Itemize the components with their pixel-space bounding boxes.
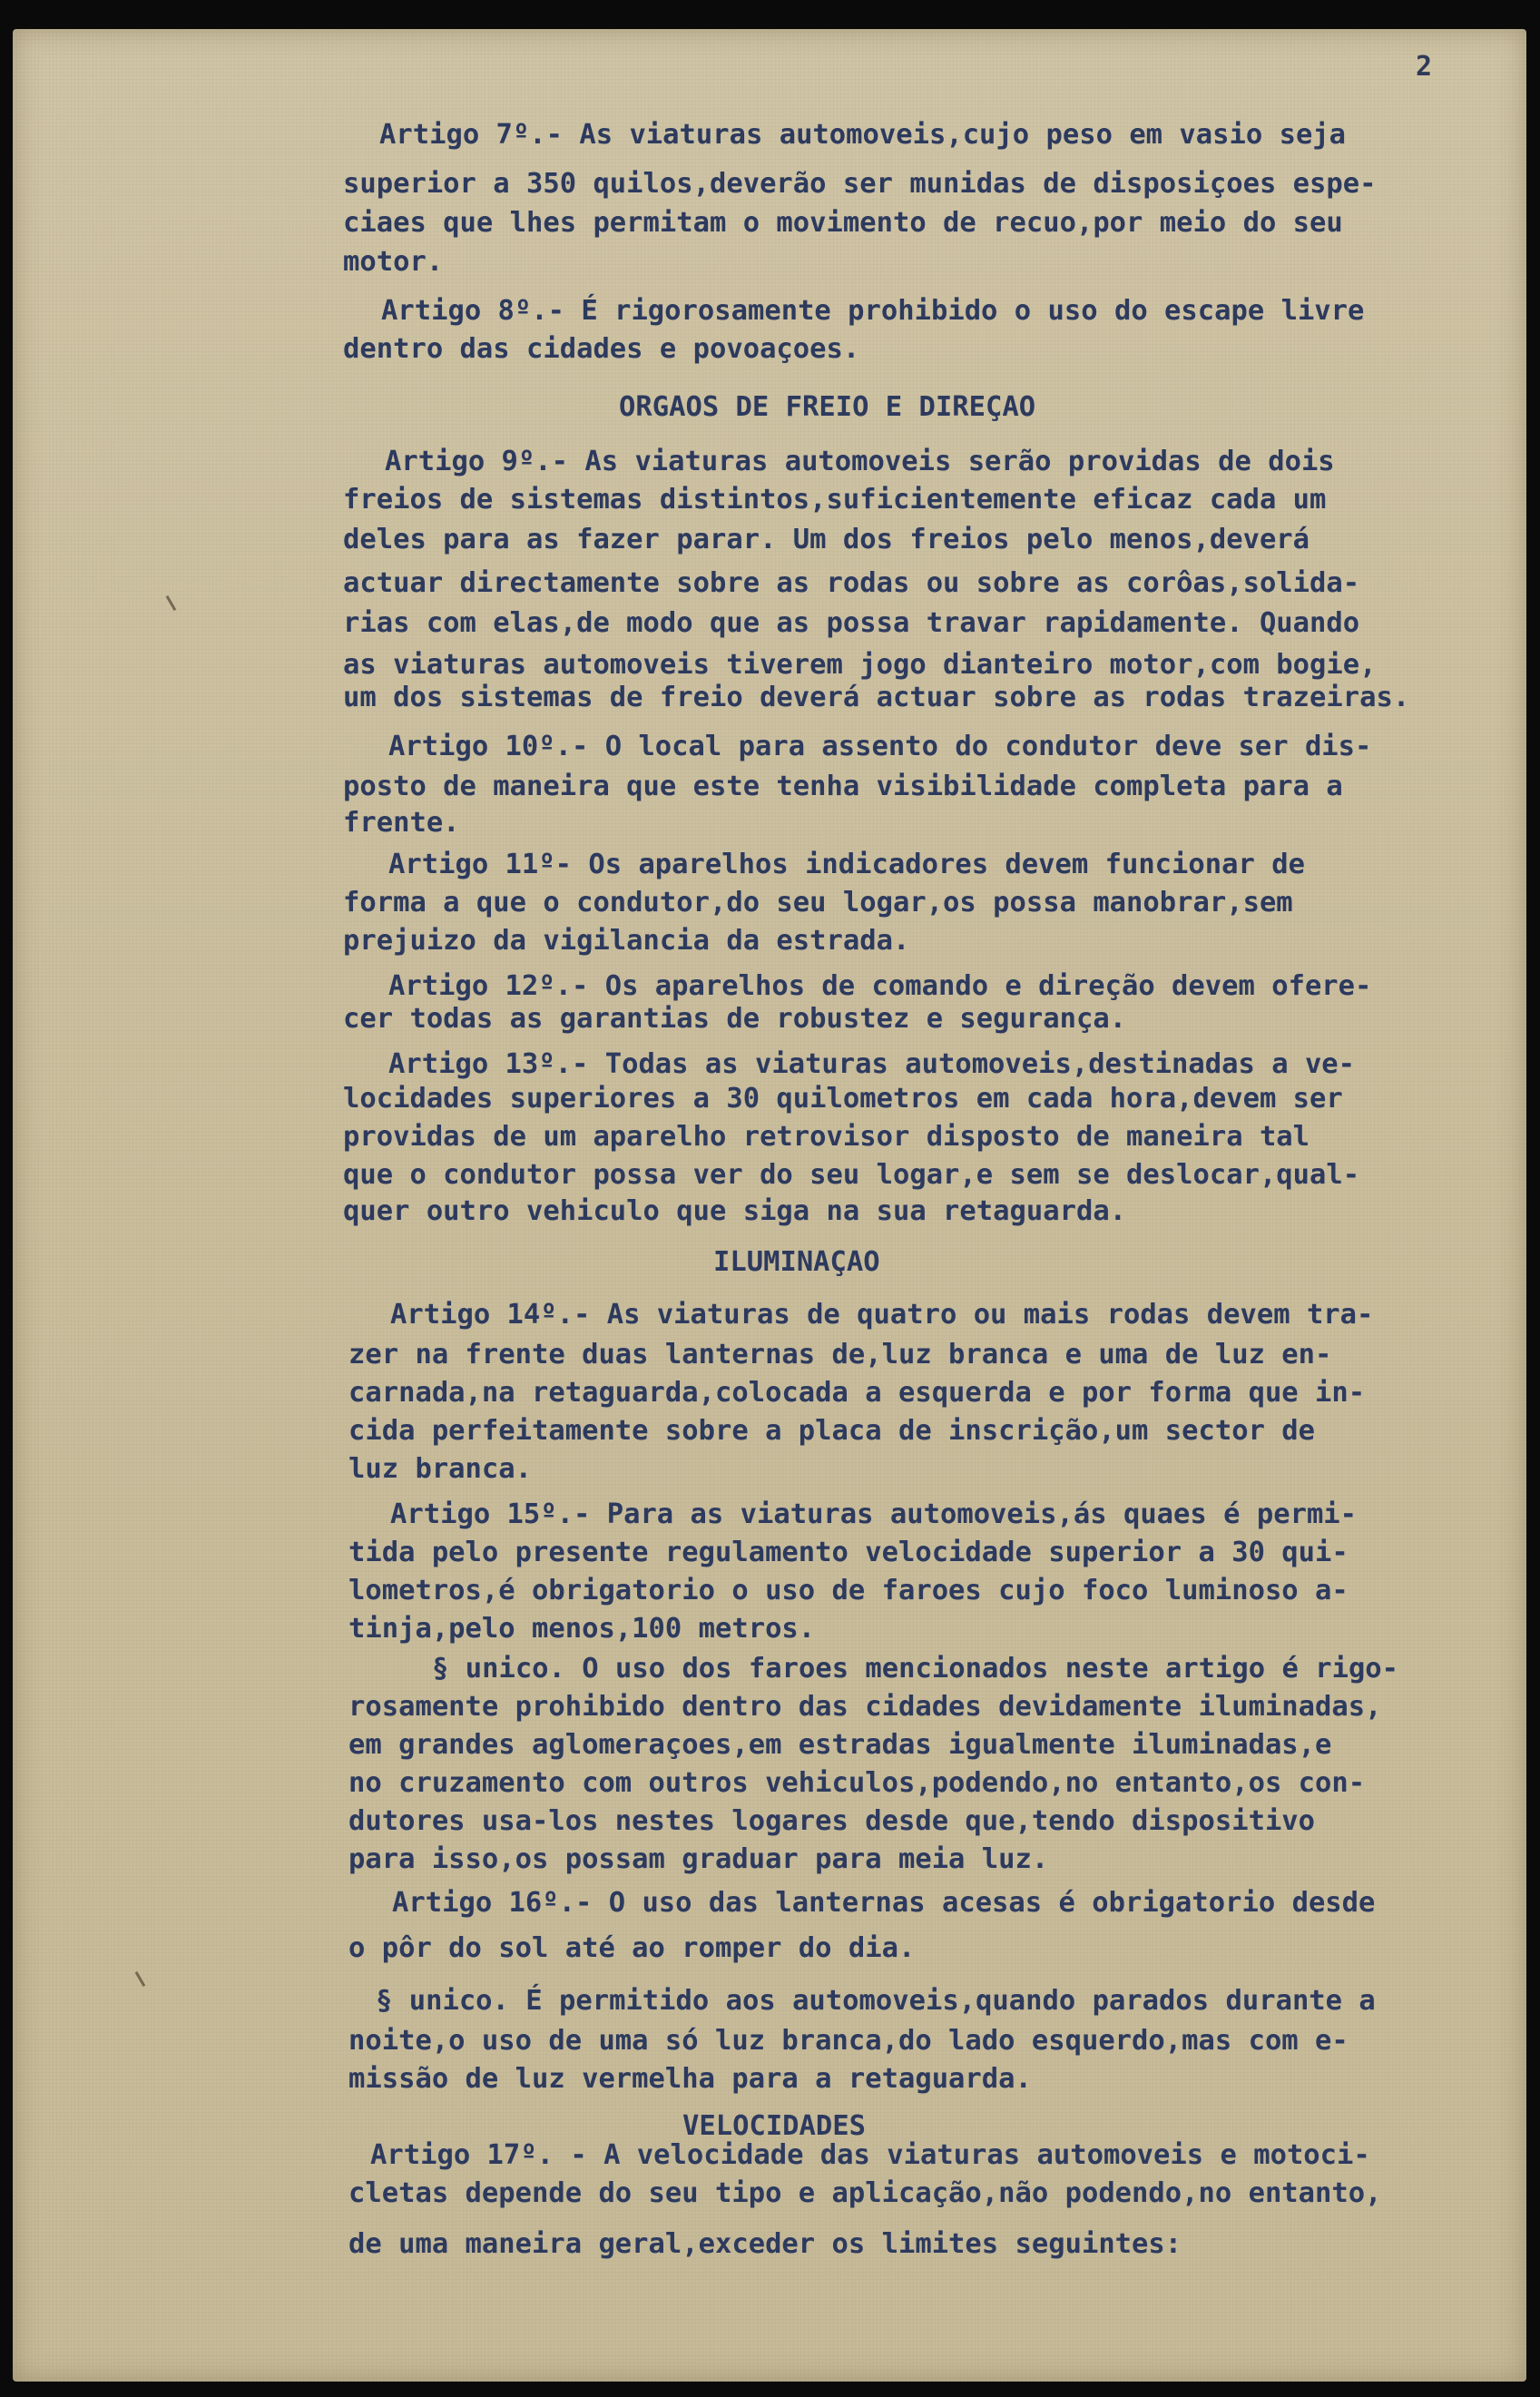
article-16-line-2: o pôr do sol até ao romper do dia. [348, 1932, 916, 1964]
page-number: 2 [1416, 51, 1433, 83]
unico-2-line-3: missão de luz vermelha para a retaguarda. [348, 2063, 1032, 2095]
article-13-line-2: locidades superiores a 30 quilometros em cada hora,devem ser [343, 1083, 1343, 1115]
article-8-line-2: dentro das cidades e povoaçoes. [343, 333, 860, 365]
unico-2-line-2: noite,o uso de uma só luz branca,do lado esquerdo,mas com e- [348, 2025, 1349, 2057]
article-13-line-5: quer outro vehiculo que siga na sua retaguarda. [343, 1195, 1127, 1227]
section-heading-speeds: VELOCIDADES [682, 2110, 866, 2142]
article-9-line-5: rias com elas,de modo que as possa travar rapidamente. Quando [343, 607, 1360, 639]
article-10-line-1: Artigo 10º.- O local para assento do condutor deve ser dis- [388, 731, 1372, 762]
article-7-line-3: ciaes que lhes permitam o movimento de recuo,por meio do seu [343, 207, 1343, 239]
article-11-line-2: forma a que o condutor,do seu logar,os possa manobrar,sem [343, 887, 1293, 919]
article-17-line-3: de uma maneira geral,exceder os limites seguintes: [348, 2228, 1182, 2260]
article-16-line-1: Artigo 16º.- O uso das lanternas acesas é obrigatorio desde [392, 1887, 1376, 1919]
article-14-line-5: luz branca. [348, 1453, 532, 1485]
unico-1-line-3: em grandes aglomeraçoes,em estradas igualmente iluminadas,e [348, 1729, 1332, 1761]
article-15-line-2: tida pelo presente regulamento velocidade superior a 30 qui- [348, 1537, 1349, 1568]
section-heading-lighting: ILUMINAÇAO [713, 1246, 880, 1278]
section-heading-brakes-steering: ORGAOS DE FREIO E DIREÇAO [619, 391, 1036, 423]
article-11-line-3: prejuizo da vigilancia da estrada. [343, 925, 910, 957]
article-15-line-1: Artigo 15º.- Para as viaturas automoveis,ás quaes é permi- [390, 1498, 1358, 1530]
unico-1-line-1: § unico. O uso dos faroes mencionados neste artigo é rigo- [432, 1653, 1399, 1685]
article-10-line-2: posto de maneira que este tenha visibilidade completa para a [343, 771, 1343, 802]
article-15-line-4: tinja,pelo menos,100 metros. [348, 1613, 816, 1645]
unico-1-line-2: rosamente prohibido dentro das cidades devidamente iluminadas, [348, 1691, 1382, 1723]
unico-1-line-4: no cruzamento com outros vehiculos,podendo,no entanto,os con- [348, 1767, 1366, 1799]
article-9-line-6: as viaturas automoveis tiverem jogo dianteiro motor,com bogie, [343, 649, 1377, 681]
article-17-line-1: Artigo 17º. - A velocidade das viaturas automoveis e motoci- [370, 2139, 1370, 2171]
article-9-line-7: um dos sistemas de freio deverá actuar sobre as rodas trazeiras. [343, 682, 1410, 713]
article-14-line-2: zer na frente duas lanternas de,luz branca e uma de luz en- [348, 1339, 1332, 1370]
unico-1-line-5: dutores usa-los nestes logares desde que,tendo dispositivo [348, 1805, 1316, 1837]
article-17-line-2: cletas depende do seu tipo e aplicação,não podendo,no entanto, [348, 2177, 1382, 2209]
article-11-line-1: Artigo 11º- Os aparelhos indicadores devem funcionar de [388, 849, 1305, 880]
article-8-line-1: Artigo 8º.- É rigorosamente prohibido o uso do escape livre [381, 295, 1365, 327]
article-12-line-1: Artigo 12º.- Os aparelhos de comando e direção devem ofere- [388, 970, 1372, 1002]
article-7-line-2: superior a 350 quilos,deverão ser munidas de disposiçoes espe- [343, 168, 1377, 200]
article-14-line-4: cida perfeitamente sobre a placa de inscrição,um sector de [348, 1415, 1316, 1447]
article-14-line-1: Artigo 14º.- As viaturas de quatro ou mais rodas devem tra- [390, 1299, 1374, 1331]
article-7-line-4: motor. [343, 246, 444, 278]
unico-1-line-6: para isso,os possam graduar para meia luz. [348, 1843, 1049, 1875]
article-13-line-4: que o condutor possa ver do seu logar,e sem se deslocar,qual- [343, 1159, 1360, 1191]
article-13-line-1: Artigo 13º.- Todas as viaturas automoveis,destinadas a ve- [388, 1048, 1356, 1080]
article-9-line-2: freios de sistemas distintos,suficientemente eficaz cada um [343, 484, 1327, 516]
article-9-line-3: deles para as fazer parar. Um dos freios pelo menos,deverá [343, 524, 1310, 555]
article-9-line-1: Artigo 9º.- As viaturas automoveis serão providas de dois [385, 446, 1335, 477]
article-14-line-3: carnada,na retaguarda,colocada a esquerda e por forma que in- [348, 1377, 1366, 1409]
article-9-line-4: actuar directamente sobre as rodas ou sobre as corôas,solida- [343, 567, 1360, 599]
article-15-line-3: lometros,é obrigatorio o uso de faroes cujo foco luminoso a- [348, 1575, 1349, 1606]
article-12-line-2: cer todas as garantias de robustez e segurança. [343, 1003, 1127, 1035]
article-10-line-3: frente. [343, 807, 460, 839]
article-7-line-1: Artigo 7º.- As viaturas automoveis,cujo peso em vasio seja [379, 119, 1347, 151]
unico-2-line-1: § unico. É permitido aos automoveis,quando parados durante a [376, 1985, 1376, 2017]
article-13-line-3: providas de um aparelho retrovisor disposto de maneira tal [343, 1121, 1310, 1153]
